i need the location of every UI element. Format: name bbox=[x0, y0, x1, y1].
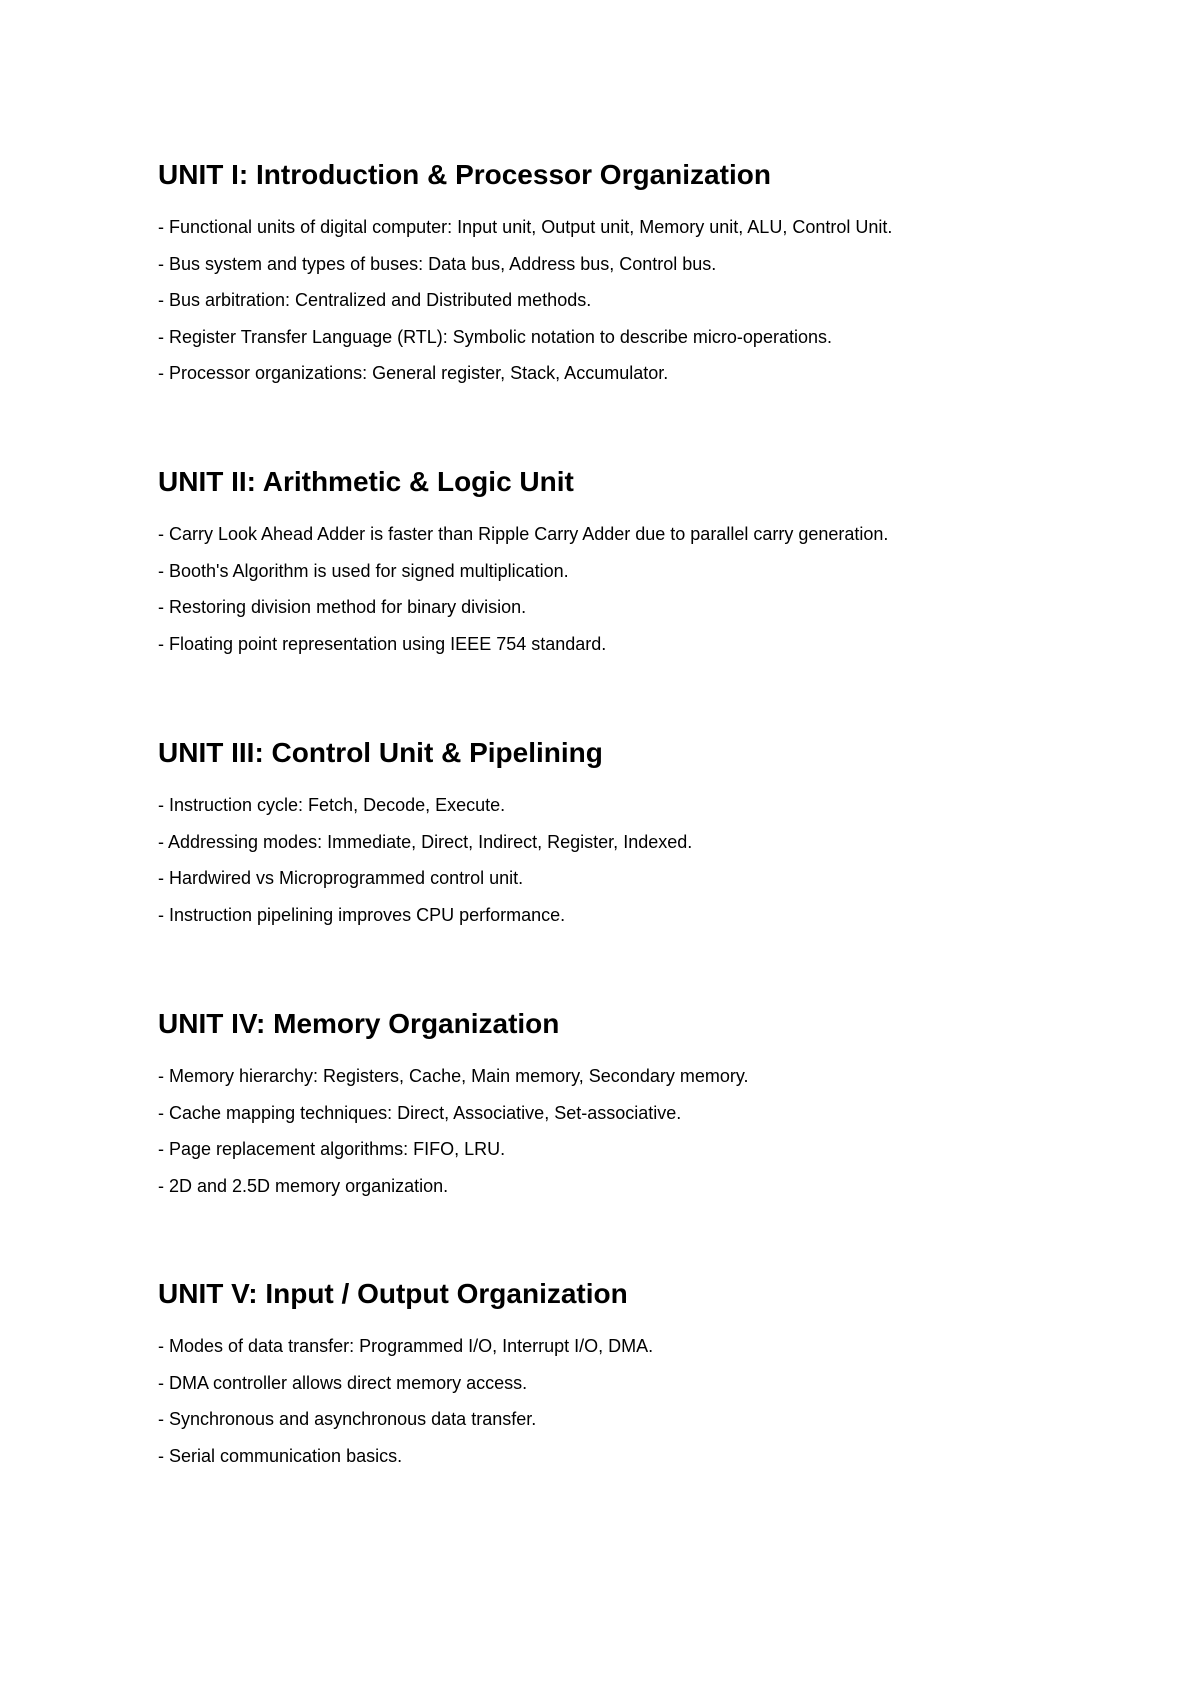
unit-5-point: - Modes of data transfer: Programmed I/O, Interrupt I/O, DMA. bbox=[158, 1336, 654, 1356]
unit-5-point: - Synchronous and asynchronous data transfer. bbox=[158, 1409, 537, 1429]
unit-2-point: - Restoring division method for binary division. bbox=[158, 597, 527, 617]
unit-3-section bbox=[158, 736, 1138, 940]
unit-2-points bbox=[158, 523, 1138, 655]
unit-1-point: - Bus arbitration: Centralized and Distributed methods. bbox=[158, 290, 592, 310]
unit-5-points bbox=[158, 1335, 1138, 1467]
unit-2-title: UNIT II: Arithmetic & Logic Unit bbox=[158, 466, 574, 497]
unit-1-points bbox=[158, 216, 1138, 384]
unit-3-point: - Hardwired vs Microprogrammed control unit. bbox=[158, 868, 524, 888]
unit-5-section bbox=[158, 1277, 1138, 1481]
unit-2-section bbox=[158, 465, 1138, 669]
unit-5-title: UNIT V: Input / Output Organization bbox=[158, 1278, 628, 1309]
unit-1-section bbox=[158, 158, 1138, 399]
unit-2-point: - Booth's Algorithm is used for signed multiplication. bbox=[158, 560, 569, 581]
unit-1-point: - Bus system and types of buses: Data bus, Address bus, Control bus. bbox=[158, 253, 717, 274]
unit-1-title: UNIT I: Introduction & Processor Organization bbox=[158, 159, 771, 190]
unit-2-point: - Carry Look Ahead Adder is faster than Ripple Carry Adder due to parallel carry generation. bbox=[158, 524, 889, 544]
unit-3-point: - Addressing modes: Immediate, Direct, Indirect, Register, Indexed. bbox=[158, 831, 693, 852]
unit-1-point: - Processor organizations: General register, Stack, Accumulator. bbox=[158, 363, 669, 383]
unit-4-point: - Memory hierarchy: Registers, Cache, Main memory, Secondary memory. bbox=[158, 1066, 749, 1086]
unit-4-section bbox=[158, 1007, 1138, 1211]
unit-1-point: - Functional units of digital computer: Input unit, Output unit, Memory unit, ALU, Control Unit. bbox=[158, 217, 893, 237]
unit-4-title: UNIT IV: Memory Organization bbox=[158, 1008, 560, 1039]
unit-2-point: - Floating point representation using IEEE 754 standard. bbox=[158, 633, 607, 654]
unit-5-point: - Serial communication basics. bbox=[158, 1445, 403, 1466]
unit-3-points bbox=[158, 794, 1138, 926]
unit-3-title: UNIT III: Control Unit & Pipelining bbox=[158, 737, 603, 768]
unit-1-point: - Register Transfer Language (RTL): Symbolic notation to describe micro-operations. bbox=[158, 326, 832, 347]
unit-4-point: - 2D and 2.5D memory organization. bbox=[158, 1175, 449, 1196]
unit-3-point: - Instruction pipelining improves CPU performance. bbox=[158, 904, 566, 925]
unit-3-point: - Instruction cycle: Fetch, Decode, Execute. bbox=[158, 795, 506, 815]
unit-4-point: - Page replacement algorithms: FIFO, LRU. bbox=[158, 1139, 506, 1159]
unit-4-points bbox=[158, 1065, 1138, 1197]
unit-5-point: - DMA controller allows direct memory access. bbox=[158, 1372, 528, 1393]
unit-4-point: - Cache mapping techniques: Direct, Associative, Set-associative. bbox=[158, 1102, 682, 1123]
